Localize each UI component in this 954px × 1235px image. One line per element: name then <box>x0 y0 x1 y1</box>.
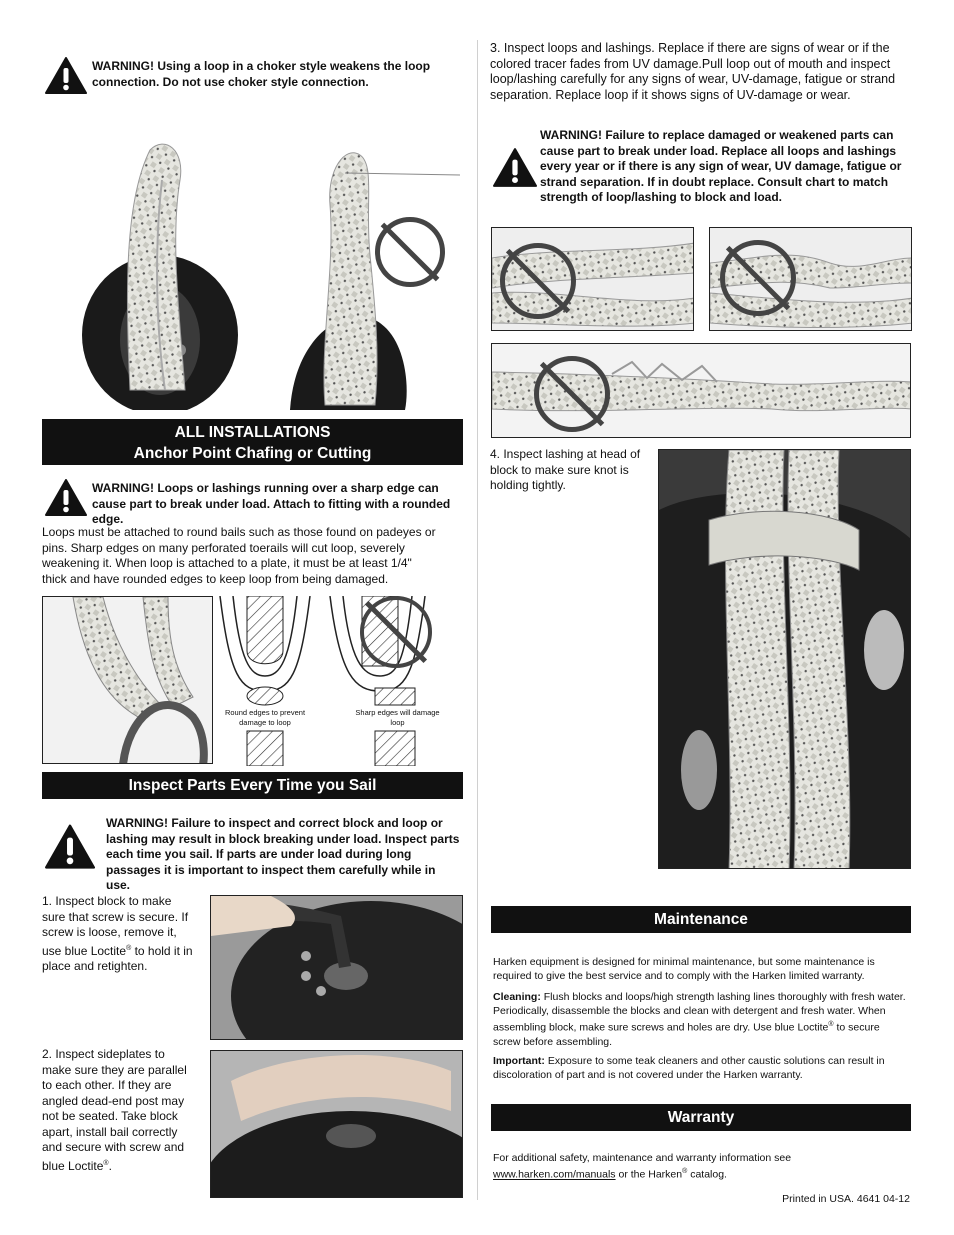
screw-inspection-photo <box>210 895 463 1040</box>
inspect-parts-banner: Inspect Parts Every Time you Sail <box>42 772 463 799</box>
anchor-point-subtitle: Anchor Point Chafing or Cutting <box>133 445 372 462</box>
warning-triangle-icon <box>45 478 87 516</box>
step-1-text-a: 1. Inspect block to make sure that screw is secure. If screw is loose, remove it, use blue Loctite <box>42 894 189 958</box>
worn-loop-photo <box>491 227 694 331</box>
warranty-paragraph <box>493 1151 908 1182</box>
step-4-text: 4. Inspect lashing at head of block to make sure knot is holding tightly. <box>490 447 641 492</box>
round-edges-caption: Round edges to prevent damage to loop <box>224 708 306 727</box>
step-2-text-a: 2. Inspect sideplates to make sure they are parallel to each other. If they are angled dead-end post may not be seated. Take block apart, install bail correctly and secure with screw and blue Loctite <box>42 1047 187 1173</box>
prohibited-icon <box>375 217 445 287</box>
step-3-text: 3. Inspect loops and lashings. Replace if there are signs of wear or if the colored tracer fades from UV damage.Pull loop out of mouth and inspect loop/lashing carefully for any signs of wear, UV-damage, fatigue or strand separation. Replace loop if it shows signs of UV-damage or wear. <box>490 41 896 102</box>
step-1-text-b: to hold it in place and retighten. <box>42 943 193 973</box>
warning-triangle-icon <box>493 144 537 190</box>
loops-attach-paragraph: Loops must be attached to round bails such as those found on padeyes or pins. Sharp edges on many perforated toerails will cut loop, severely weakening it. When loop is attached to a plate, it must be at least 1/4" thick and have rounded edges to keep loop from being damaged. <box>42 525 436 586</box>
cleaning-text-b: to secure screw before assembling. <box>493 1021 880 1048</box>
harken-manuals-link[interactable]: www.harken.com/manuals <box>493 1168 616 1181</box>
sharp-edge-warning: WARNING! Loops or lashings running over a sharp edge can cause part to break under load. Attach to fitting with a rounded edge. <box>92 481 451 526</box>
all-installations-title: ALL INSTALLATIONS <box>174 424 331 441</box>
step-1-text <box>42 894 194 975</box>
warranty-text-a: For additional safety, maintenance and warranty information see <box>493 1152 792 1164</box>
sharp-edges-caption: Sharp edges will damage loop <box>355 708 440 727</box>
warning-triangle-icon <box>45 820 95 872</box>
registered-mark: ® <box>682 1168 688 1175</box>
maintenance-banner: Maintenance <box>491 906 911 933</box>
warranty-text-b: or the Harken <box>615 1168 683 1181</box>
warranty-text-c: catalog. <box>687 1168 727 1181</box>
step-2-text <box>42 1047 197 1174</box>
important-label: Important: <box>493 1055 545 1067</box>
prohibited-icon <box>360 596 432 668</box>
rope-bail-photo <box>42 596 213 764</box>
prohibited-icon <box>500 243 576 319</box>
column-divider <box>477 40 478 1200</box>
inspect-warning: WARNING! Failure to inspect and correct block and loop or lashing may result in block breaking under load. Inspect parts each time you sail. If parts are under load during long passages it is important to inspect them carefully while in use. <box>106 816 460 892</box>
important-paragraph <box>493 1054 908 1082</box>
warranty-banner: Warranty <box>491 1104 911 1131</box>
print-info: Printed in USA. 4641 04-12 <box>782 1193 910 1205</box>
prohibited-icon <box>720 240 796 316</box>
choker-warning: WARNING! Using a loop in a choker style weakens the loop connection. Do not use choker style connection. <box>92 59 431 89</box>
prohibited-icon <box>534 356 610 432</box>
frayed-loop-photo <box>709 227 912 331</box>
maintenance-intro: Harken equipment is designed for minimal maintenance, but some maintenance is required to give the best service and to comply with the Harken limited warranty. <box>493 956 875 982</box>
block-loop-photo <box>70 140 250 410</box>
lashing-knot-photo <box>658 449 911 869</box>
registered-mark: ® <box>126 944 132 952</box>
edge-comparison-diagram <box>215 596 460 766</box>
sideplate-inspection-photo <box>210 1050 463 1198</box>
warning-triangle-icon <box>45 56 87 94</box>
registered-mark: ® <box>103 1159 109 1167</box>
replace-parts-warning: WARNING! Failure to replace damaged or weakened parts can cause part to break under load. Replace all loops and lashings every year or if there is any sign of wear, UV damage, fatigue or strand separation. If in doubt replace. Consult chart to match strength of loop/lashing to block and load. <box>540 128 902 204</box>
damaged-lashing-photo <box>491 343 911 438</box>
important-text: Exposure to some teak cleaners and other caustic solutions can result in discoloration of part and is not covered under the Harken warranty. <box>493 1055 885 1081</box>
cleaning-text-a: Flush blocks and loops/high strength lashing lines thoroughly with fresh water. Periodically, disassemble the blocks and clean with detergent and fresh water. When assembling block, make sure screws and holes are dry. Use blue Loctite <box>493 991 906 1034</box>
registered-mark: ® <box>828 1021 834 1028</box>
cleaning-paragraph <box>493 990 908 1049</box>
cleaning-label: Cleaning: <box>493 991 541 1003</box>
step-2-text-b: . <box>108 1158 112 1173</box>
all-installations-banner <box>42 419 463 465</box>
